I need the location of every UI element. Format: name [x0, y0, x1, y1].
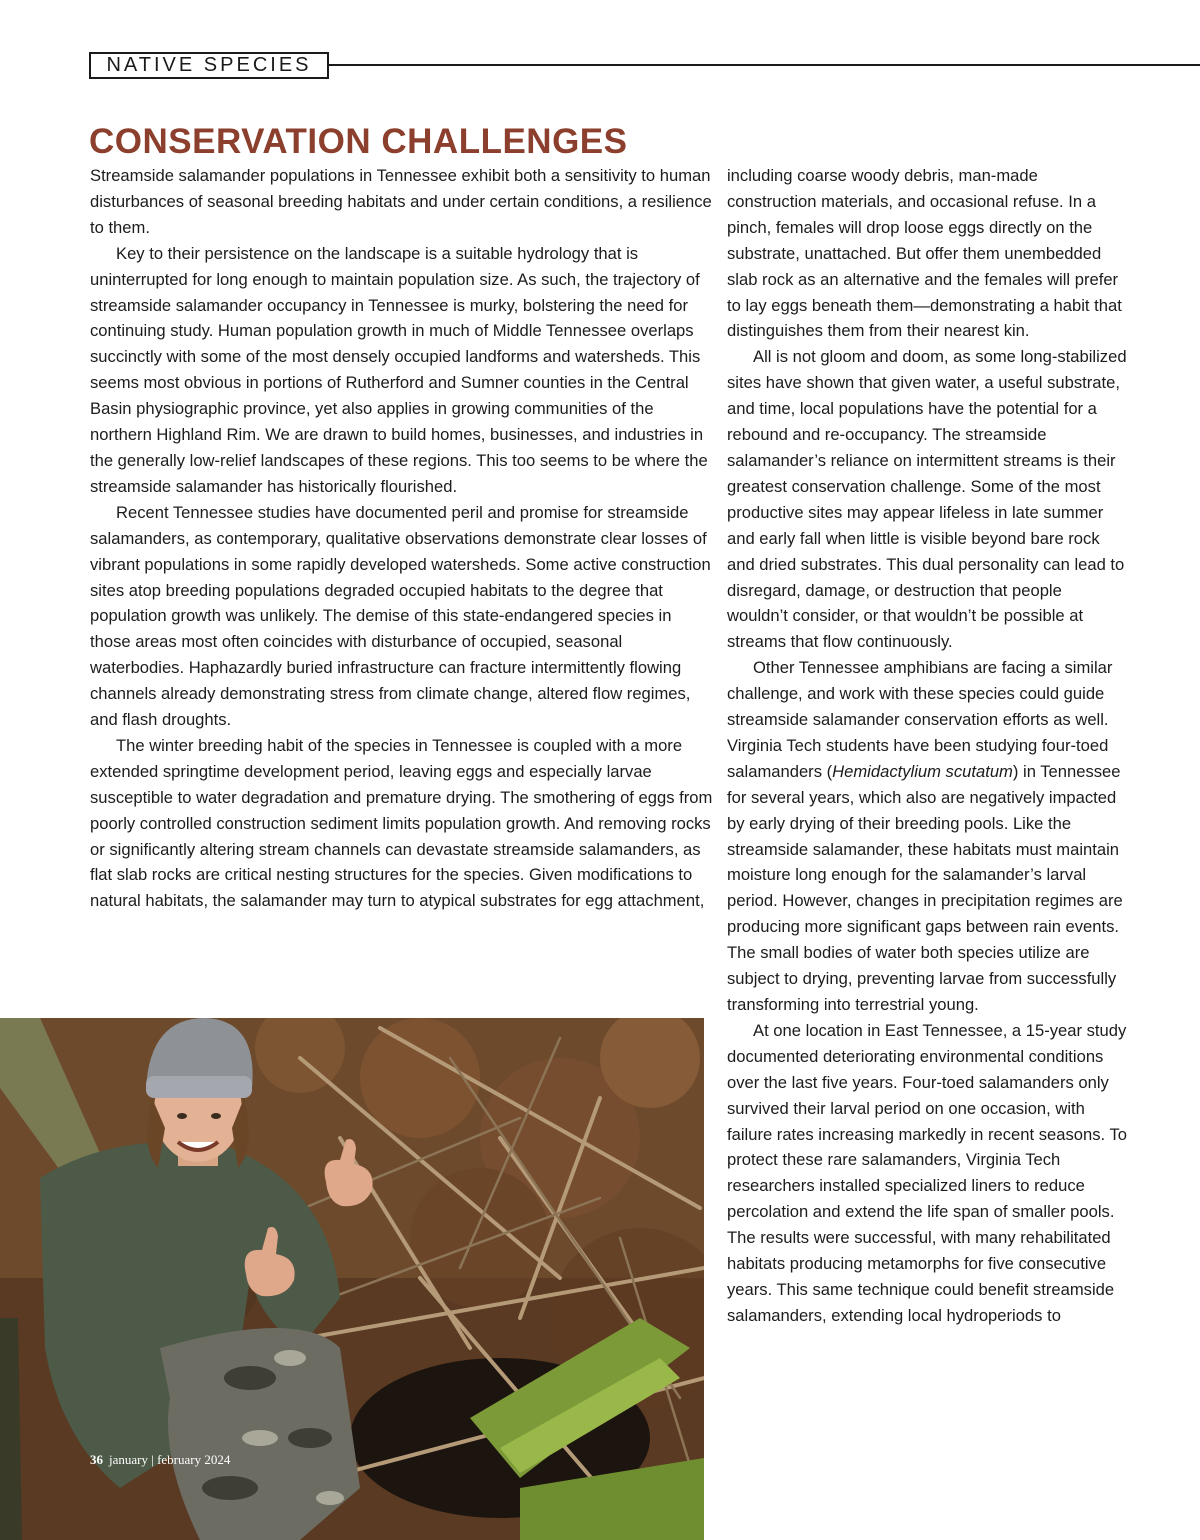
left-paragraph-2: Key to their persistence on the landscape is a suitable hydrology that is uninterrupted for long enough to maintain population size. As such, the trajectory of streamside salamander occupancy in Tennessee is murky, bolstering the need for continuing study. Human population growth in much of Middle Tennessee overlaps succinctly with some of the most densely occupied landforms and watersheds. This seems most obvious in portions of Rutherford and Sumner counties in the Central Basin physiographic province, yet also applies in growing communities of the northern Highland Rim. We are drawn to build homes, businesses, and industries in the generally low-relief landscapes of these regions. This too seems to be where the streamside salamander has historically flourished.	[90, 243, 708, 496]
species-name: Hemidactylium scutatum	[832, 761, 1013, 781]
left-column	[90, 163, 715, 914]
page-folio	[90, 1452, 230, 1468]
page-number: 36	[90, 1452, 103, 1467]
right-paragraph-2: All is not gloom and doom, as some long-stabilized sites have shown that given water, a useful substrate, and time, local populations have the potential for a rebound and re-occupancy. The streamside salamander’s reliance on intermittent streams is their greatest conservation challenge. Some of the most productive sites may appear lifeless in late summer and early fall when little is visible beyond bare rock and dried substrates. This dual personality can lead to disregard, damage, or destruction that people wouldn’t consider, or that wouldn’t be possible at streams that flow continuously.	[727, 347, 1127, 652]
right-paragraph-4: At one location in East Tennessee, a 15-year study documented deteriorating environmental conditions over the last five years. Four-toed salamanders only survived their larval period on one occasion, with failure rates increasing markedly in recent seasons. To protect these rare salamanders, Virginia Tech researchers installed specialized liners to reduce percolation and extend the life span of smaller pools. The results were successful, with many rehabilitated habitats producing metamorphs for five consecutive years. This same technique could benefit streamside salamanders, extending local hydroperiods to	[727, 1020, 1127, 1325]
right-paragraph-3-end: ) in Tennessee for several years, which also are negatively impacted by early drying of their breeding pools. Like the streamside salamander, these habitats must maintain moisture long enough for the salamander’s larval period. However, changes in precipitation regimes are producing more significant gaps between rain events. The small bodies of water both species utilize are subject to drying, preventing larvae from successfully transforming into terrestrial young.	[727, 761, 1123, 1014]
right-paragraph-3-start: Other Tennessee amphibians are facing a similar challenge, and work with these species could guide streamside salamander conservation efforts as well. Virginia Tech students have been studying four-toed salamanders (	[727, 658, 1113, 781]
section-label: NATIVE SPECIES	[89, 52, 329, 79]
left-paragraph-3: Recent Tennessee studies have documented peril and promise for streamside salamanders, as contemporary, qualitative observations demonstrate clear losses of vibrant populations in some rapidly developed watersheds. Some active construction sites atop breeding populations degraded occupied habitats to the degree that population growth was unlikely. The demise of this state-endangered species in those areas most often coincides with disturbance of occupied, seasonal waterbodies. Haphazardly buried infrastructure can fracture intermittently flowing channels already demonstrating stress from climate change, altered flow regimes, and flash droughts.	[90, 502, 711, 730]
article-heading: CONSERVATION CHALLENGES	[89, 122, 628, 161]
right-paragraph-1: including coarse woody debris, man-made construction materials, and occasional refuse. In a pinch, females will drop loose eggs directly on the substrate, unattached. But offer them unembedded slab rock as an alternative and the females will prefer to lay eggs beneath them—demonstrating a habit that distinguishes them from their nearest kin.	[727, 166, 1122, 341]
right-column	[727, 163, 1127, 1329]
section-rule	[329, 64, 1200, 66]
issue-date: january | february 2024	[109, 1452, 231, 1467]
left-paragraph-4: The winter breeding habit of the species in Tennessee is coupled with a more extended springtime development period, leaving eggs and especially larvae susceptible to water degradation and premature drying. The smothering of eggs from poorly controlled construction sediment limits population growth. And removing rocks or significantly altering stream channels can devastate streamside salamanders, as flat slab rocks are critical nesting structures for the species. Given modifications to natural habitats, the salamander may turn to atypical substrates for egg attachment,	[90, 735, 713, 911]
left-paragraph-1: Streamside salamander populations in Tennessee exhibit both a sensitivity to human disturbances of seasonal breeding habitats and under certain conditions, a resilience to them.	[90, 166, 712, 237]
right-paragraph-3	[727, 655, 1127, 1018]
